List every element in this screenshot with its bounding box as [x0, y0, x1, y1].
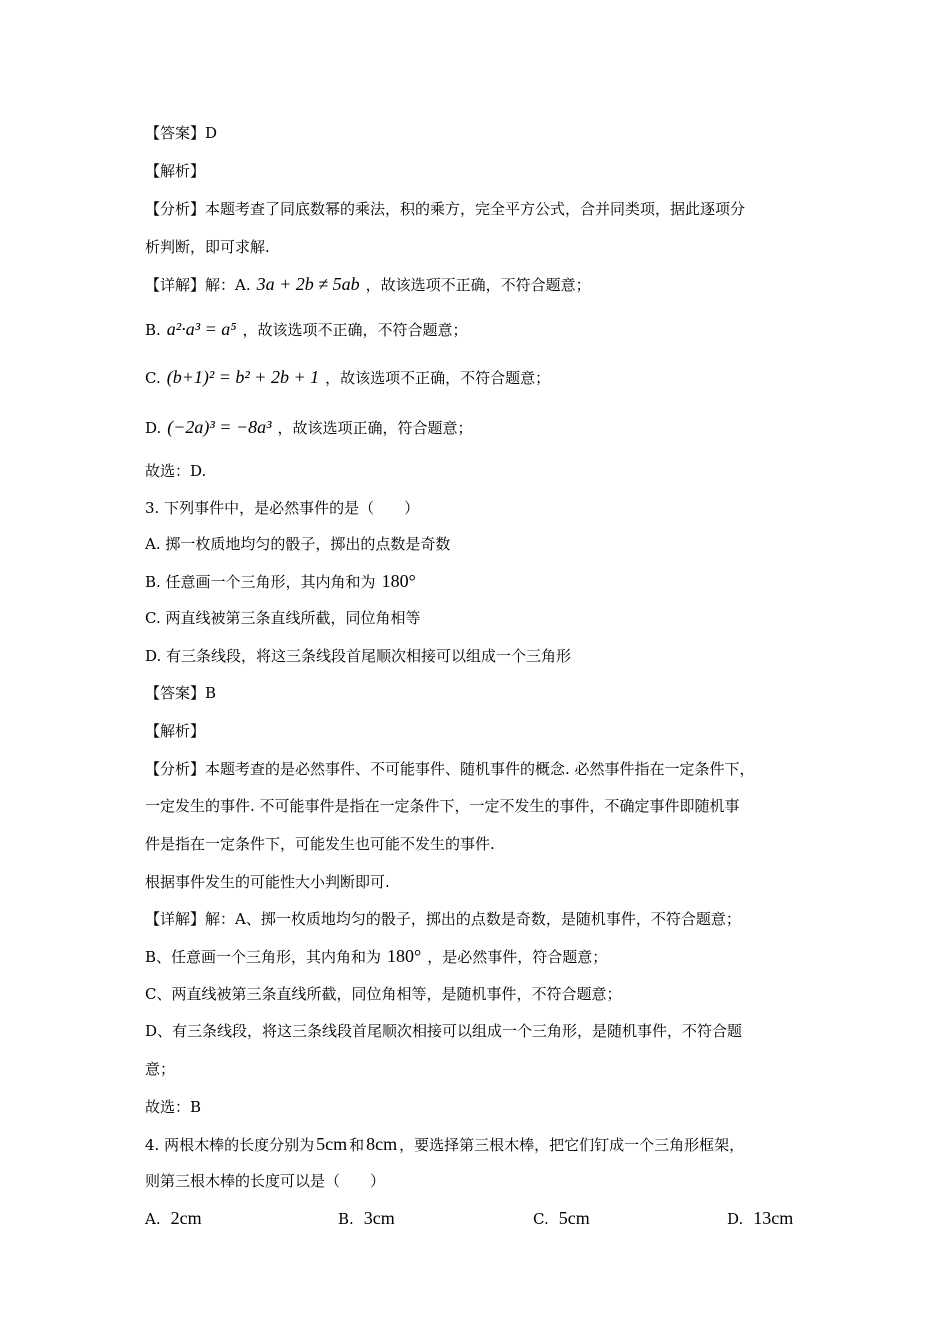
analysis-text: 一定发生的事件. 不可能事件是指在一定条件下，一定不发生的事件，不确定事件即随机事: [145, 797, 740, 815]
question-4-stem-cont: 则第三根木棒的长度可以是（ ）: [145, 1172, 386, 1190]
question-3-option-a: A. 掷一枚质地均匀的骰子，掷出的点数是奇数: [145, 535, 451, 553]
math-expression: 180°: [387, 946, 422, 966]
detail-option-d-cont: 意；: [145, 1060, 176, 1078]
option-a: A. 2cm: [145, 1208, 202, 1228]
math-expression: 3a + 2b ≠ 5ab: [256, 274, 360, 294]
analysis-text: 【分析】本题考查的是必然事件、不可能事件、随机事件的概念. 必然事件指在一定条件下，: [145, 760, 755, 778]
detail-option-a: 【详解】解：A. 3a + 2b ≠ 5ab ，故该选项不正确，不符合题意；: [145, 274, 591, 294]
math-expression: 5cm: [316, 1134, 348, 1154]
conclusion-line: 故选：B: [145, 1098, 202, 1116]
option-c: C. 5cm: [533, 1208, 590, 1228]
math-expression: a²·a³ = a⁵: [166, 319, 237, 339]
detail-option-c: C. (b+1)² = b² + 2b + 1 ，故该选项不正确，不符合题意；: [145, 367, 551, 387]
detail-option-a: 【详解】解：A、掷一枚质地均匀的骰子，掷出的点数是奇数，是随机事件，不符合题意；: [145, 910, 741, 928]
question-4-stem: 4. 两根木棒的长度分别为 5cm 和 8cm ，要选择第三根木棒，把它们钉成一个三角形框架，: [145, 1134, 745, 1154]
detail-option-b: B. a²·a³ = a⁵ ，故该选项不正确，不符合题意；: [145, 319, 468, 339]
analysis-text: 析判断，即可求解.: [145, 238, 270, 256]
analysis-heading: 【解析】: [145, 722, 206, 740]
question-3-option-d: D. 有三条线段，将这三条线段首尾顺次相接可以组成一个三角形: [145, 647, 572, 665]
question-3-option-c: C. 两直线被第三条直线所截，同位角相等: [145, 609, 421, 627]
conclusion-line: 故选：D.: [145, 462, 207, 480]
math-expression: 180°: [381, 571, 416, 591]
math-expression: (b+1)² = b² + 2b + 1: [166, 367, 320, 387]
answer-line: 【答案】D: [145, 124, 218, 142]
math-expression: 8cm: [366, 1134, 398, 1154]
detail-option-b: B、任意画一个三角形，其内角和为 180° ，是必然事件，符合题意；: [145, 946, 608, 966]
question-4-options: [145, 1207, 810, 1229]
option-b: B. 3cm: [338, 1208, 395, 1228]
analysis-text: 根据事件发生的可能性大小判断即可.: [145, 873, 390, 891]
answer-line: 【答案】B: [145, 684, 217, 702]
detail-option-d: D、有三条线段，将这三条线段首尾顺次相接可以组成一个三角形，是随机事件，不符合题: [145, 1022, 743, 1040]
analysis-heading: 【解析】: [145, 162, 206, 180]
analysis-text: 件是指在一定条件下，可能发生也可能不发生的事件.: [145, 835, 495, 853]
detail-option-c: C、两直线被第三条直线所截，同位角相等，是随机事件，不符合题意；: [145, 985, 622, 1003]
analysis-text: 【分析】本题考查了同底数幂的乘法，积的乘方，完全平方公式，合并同类项，据此逐项分: [145, 200, 746, 218]
question-3-stem: 3. 下列事件中，是必然事件的是（ ）: [145, 499, 420, 517]
question-3-option-b: B. 任意画一个三角形，其内角和为 180°: [145, 571, 416, 591]
option-d: D. 13cm: [727, 1208, 794, 1228]
detail-option-d: D. (−2a)³ = −8a³ ，故该选项正确，符合题意；: [145, 417, 473, 437]
math-expression: (−2a)³ = −8a³: [167, 417, 272, 437]
